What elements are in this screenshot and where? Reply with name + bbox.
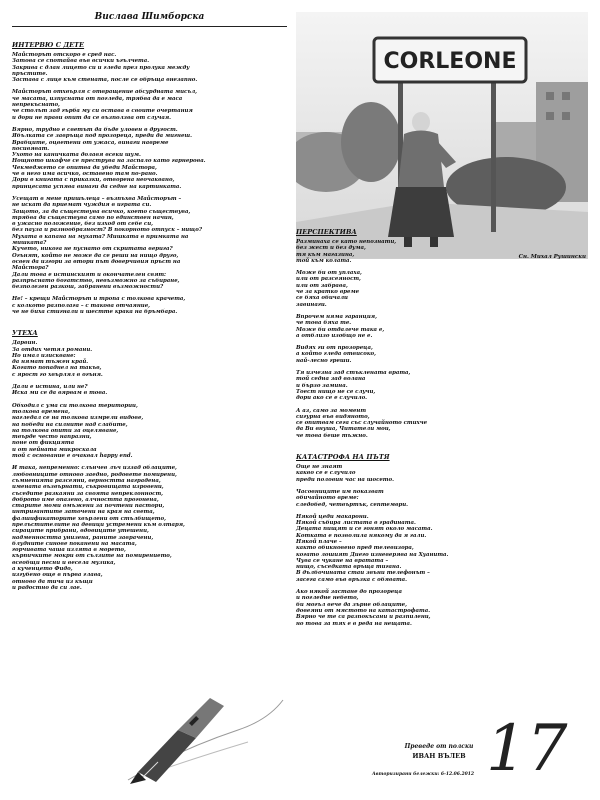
poem-line: Чува се чукане на вратата – (296, 557, 389, 564)
poem-line: Обходил с ума си толкова територии, (12, 402, 138, 409)
poem-title: ПЕРСПЕКТИВА (296, 228, 357, 236)
poem-line: Може би от уплаха, (296, 270, 362, 277)
page-number: 17 (486, 712, 568, 786)
poem-line: а кученцето Фидо, (12, 566, 73, 573)
poem-stanza (296, 270, 586, 308)
poem-line: фалшификаторите хвърлени от стълбището, (12, 515, 166, 522)
poem-line: завинаги. (296, 301, 327, 308)
poem-title: УТЕХА (12, 329, 38, 338)
poem-line: би могъл вече да зърне облаците, (296, 601, 407, 608)
poem-line: освен да изгори за втори път доверчивия пръст на (12, 258, 181, 265)
poem-line: или от забрава, (296, 282, 348, 289)
poem-line: нагледал се на толкова измрели видове, (12, 415, 144, 422)
poem-line: кърпичките мокри от сълзите на помирението, (12, 553, 172, 560)
poem-line: Мухата в капана на мухата? Мишката в примката на (12, 233, 189, 240)
poem-line: той седна зад волана (296, 376, 366, 383)
poem-line: се опитвам сега със случайното стихче (296, 420, 428, 427)
poem-line: Вярно че те са разпокъсани и разпилени, (296, 614, 431, 621)
poem-line: безполезен разкош, забранени възможности? (12, 284, 164, 291)
poem-line: сигурна във видяното, (296, 413, 370, 420)
poem-line: Чекмеджето се опитва да убеди Майстора, (12, 164, 157, 171)
poem-line: най-лесно греши. (296, 357, 352, 364)
poem-line: посивяват. (12, 145, 50, 152)
poem-stanza (296, 408, 586, 439)
poem-line: Когато попаднел на такъв, (12, 365, 102, 372)
poem-stanza (12, 196, 287, 290)
poem-line: блудните синове поканени на масата, (12, 540, 137, 547)
poem-line: Не! – крещи Майсторът и тропа с толкова крачета, (12, 296, 186, 303)
poem-line: когато лошият Диего изневерява на Хуанита. (296, 551, 449, 558)
photo-illustration (296, 12, 588, 258)
poem-line: да нямат тъжен край. (12, 359, 89, 366)
poem-line: горчивата чаша излята в морето, (12, 547, 126, 554)
photo-corleone (296, 12, 588, 259)
poem-line: с ярост го хвърлял в огъня. (12, 371, 103, 378)
poem-line: принцесата успява винаги да седне на картинката. (12, 183, 182, 190)
poem-line: Някой събира листата в градината. (296, 520, 416, 527)
poem-line: отново да тича из къщи (12, 578, 93, 585)
poem-line: дори ако се е случило. (296, 395, 368, 402)
poem-stanza (296, 345, 586, 364)
poem-line: За отдих четял романи. (12, 346, 93, 353)
poem-line: Впрочем няма гаранция, (296, 313, 377, 320)
poem-line: в ужасно положение, без изход от себе си, (12, 221, 154, 228)
author-name: Вислава Шимборска (12, 12, 287, 27)
poem-line: пръстите. (12, 70, 48, 77)
poem-line: любовниците отново заедно, родовете помирени, (12, 471, 177, 478)
poem-stanza (12, 127, 287, 190)
poem-line: следобед, четвъртък, септември. (296, 501, 409, 508)
poem-line: и бързо замина. (296, 382, 348, 389)
poem-line: Още не знаят (296, 464, 343, 471)
poem-line: че това беше тъжно. (296, 432, 368, 439)
poem-line: че не бихa стигнали и шестте крака на бръмбара. (12, 308, 178, 315)
poem-line: на толкова опити за оцеляване, (12, 427, 119, 434)
poem-line: Часовниците им показват (296, 488, 384, 495)
poem-line: Децата пищят и се гонят около масата. (296, 526, 433, 533)
poem-line: се бяха обичали (296, 295, 348, 302)
poem-stanza (12, 89, 287, 120)
poem-line: но това за тях е в реда на нещата. (296, 620, 412, 627)
sign-text: CORLEONE (383, 49, 517, 74)
poem-line: интригантите заточени на края на света, (12, 509, 155, 516)
poem-line: Някой цеди макарони. (296, 513, 369, 520)
left-column (12, 12, 287, 786)
poem-line: или от разсеяност, (296, 276, 361, 283)
poem-line: Може би отдалече така е, (296, 326, 385, 333)
poem-line: Тя изчезна зад стъклената врата, (296, 370, 411, 377)
footer-note: Авторизирани бележки: 6-12.06.2012 (372, 772, 474, 777)
poem-stanza (12, 340, 287, 378)
poem-line: надменността унизена, раните заврачени, (12, 534, 154, 541)
poem-line: Видях ги от прозореца, (296, 345, 373, 352)
poem-line: толкова времена, (12, 408, 70, 415)
poem-line: старите моми омъжени за почтени пастори, (12, 503, 165, 510)
poem-stanza (12, 296, 287, 315)
poem-line: Дори в книгата с приказки, отворена неочаквано, (12, 177, 175, 184)
poem-line: Дали е истина, или не? (12, 384, 88, 391)
fountain-pen-illustration (118, 690, 288, 786)
poem-stanza (296, 514, 586, 583)
poem-line: Някой плаче – (296, 538, 342, 545)
poem-line: не искат да приемат чуждия в играта си. (12, 202, 152, 209)
poem-line: че столът зад гърба му си остава в своите очертания (12, 108, 193, 115)
poem-stanza (296, 370, 586, 401)
poem-line: Заставa с лице към стената, после се обръща внезапно. (12, 77, 198, 84)
poem-line: преди половин час на шосето. (296, 476, 394, 483)
poem-line: Майсторът отхвърля с отвращение абсурдната мисъл, (12, 89, 198, 96)
poem-line: Майсторът отскоро е сред нас. (12, 52, 117, 58)
poem-line: Дали това е истинският и окончателен свят: (12, 271, 167, 278)
poem-line: поне от фикцията (12, 440, 75, 447)
poem-line: Вярно, трудно е светът да бъде уловен в другост. (12, 126, 178, 133)
poem-line: и погледне небето, (296, 595, 359, 602)
poem-line: Дарвин. (12, 340, 38, 347)
poem-line: всеобщи песни и весела музика, (12, 559, 116, 566)
poem-line: и от нейната микроскала (12, 446, 97, 453)
poem-line: Нощното шкафче се преструва на заспало като гарнерова. (12, 158, 206, 165)
poem-line: И така, непременно: слънчев лъч иззад облаците, (12, 465, 177, 472)
poem-line: Огънят, който не може да се реши на нищо друго, (12, 252, 179, 259)
poem-line: че това бяха те. (296, 320, 352, 327)
translator-label: Преведе от полски (404, 743, 474, 750)
poem-line: Тоест нищо не се случи, (296, 388, 376, 395)
poem-line: нищо, съседката връща тигана. (296, 564, 402, 571)
poem-line: той към колата. (296, 257, 352, 264)
poem-line: и дори не прави опит да се възползва от случая. (12, 114, 172, 121)
right-poems (296, 228, 586, 641)
poem-line: А аз, само за момент (296, 407, 367, 414)
poem-line: а отблизо изобщо не е. (296, 332, 373, 339)
poem-line: Кучето, никога не пуснато от скритата верига? (12, 246, 173, 253)
poem-line: на победи на силните над слабите, (12, 421, 128, 428)
poem-stanza (12, 465, 287, 591)
poem-line: а който гледа отвисоко, (296, 351, 376, 358)
translator-name: ИВАН ВЪЛЕВ (412, 752, 466, 760)
poem-line: разпръснато богатство, невъзможно за събиране, (12, 277, 180, 284)
poem-line: имената възвърнати, съкровищата изровени, (12, 484, 164, 491)
poem-line: Врабците, оцветени от ужаса, винаги навреме (12, 139, 169, 146)
poem-line: и радостно да си лае. (12, 584, 82, 591)
poem-line: Усещат в мене пришълеца – възпъхва Майсторът – (12, 195, 182, 202)
poem-line: той с основание е очаквал happy end. (12, 453, 133, 460)
poem-line: Иска ми се да вярвам в това. (12, 390, 108, 397)
poem-stanza (296, 314, 586, 339)
poem-line: непрекъснато, (12, 102, 60, 109)
poem-line: Котката е позволила някому да я гали. (296, 532, 427, 539)
poem-line: съседите разкаяни за своята непреклонност, (12, 490, 164, 497)
poem-line: твърде често напразни, (12, 434, 92, 441)
poem-line: че в него има всичко, оставено там по-рано. (12, 171, 158, 178)
poem-line: доброто име опазено, алчността прогонена, (12, 496, 159, 503)
right-column (296, 228, 586, 641)
left-poems (12, 41, 287, 605)
poem-line: Но имал изискване: (12, 352, 76, 359)
poem-line: Закрива с длан лицето си и гледа през пролука между (12, 64, 190, 71)
poem-line: с колкото разполага – с такова отчаяние, (12, 302, 150, 309)
poem-line: мишката? (12, 240, 47, 247)
poem-line: Разминаха се като непознати, (296, 239, 397, 245)
poem-line: че масата, изпусната от погледа, трябва да е маса (12, 95, 183, 102)
poem-stanza (296, 464, 586, 483)
poem-line: довеяни от мястото на катастрофата. (296, 607, 431, 614)
poem-line: Ябълката се завръща под прозореца, преди да мигнеш. (12, 133, 192, 140)
poem-line: сираците прибрани, вдовиците утешени, (12, 528, 149, 535)
poem-line: без жест и без дума, (296, 245, 366, 252)
poem-line: засега само във връзка с обявата. (296, 576, 408, 583)
poem-stanza (296, 589, 586, 627)
poem-line: Ухото на каничката долавя всеки шум. (12, 152, 141, 159)
poem-line: трябва да съществува само по единствен начин, (12, 214, 174, 221)
poem-line: Затова се спотайва във всички ъгълчета. (12, 58, 150, 65)
poem-line: да Ви внуша, Читатели мои, (296, 426, 391, 433)
poem-line: какво се е случило (296, 470, 356, 477)
poem-line: Ако някой застане до прозореца (296, 589, 402, 596)
poem-stanza (12, 52, 287, 83)
poem-stanza (296, 239, 586, 264)
poem-line: В дълбочината стаи звъни телефонът – (296, 570, 430, 577)
poem-stanza (12, 403, 287, 460)
photo-caption: Сн. Михал Рушински (518, 254, 586, 260)
poem-stanza (296, 489, 586, 508)
poem-line: Майстора? (12, 265, 49, 272)
poem-title: КАТАСТРОФА НА ПЪТЯ (296, 453, 390, 462)
poem-line: че за кратко време (296, 289, 359, 296)
poem-line: изгубено още в първа глава, (12, 572, 103, 579)
poem-line: тя към магазина, (296, 251, 355, 258)
poem-line: както обикновено пред телевизора, (296, 545, 414, 552)
poem-line: съмненията разсеяни, верността наградена, (12, 477, 161, 484)
poem-line: прелъстителите на девици устремени към олтаря, (12, 522, 185, 528)
poem-title: ИНТЕРВЮ С ДЕТЕ (12, 41, 85, 49)
poem-line: Защото, за да съществува всичко, което съществува, (12, 208, 191, 215)
poem-stanza (12, 384, 287, 397)
poem-line: без пауза и разнообразност? В покорното отпуск – нищо? (12, 227, 203, 234)
poem-line: обичайното време: (296, 495, 359, 502)
